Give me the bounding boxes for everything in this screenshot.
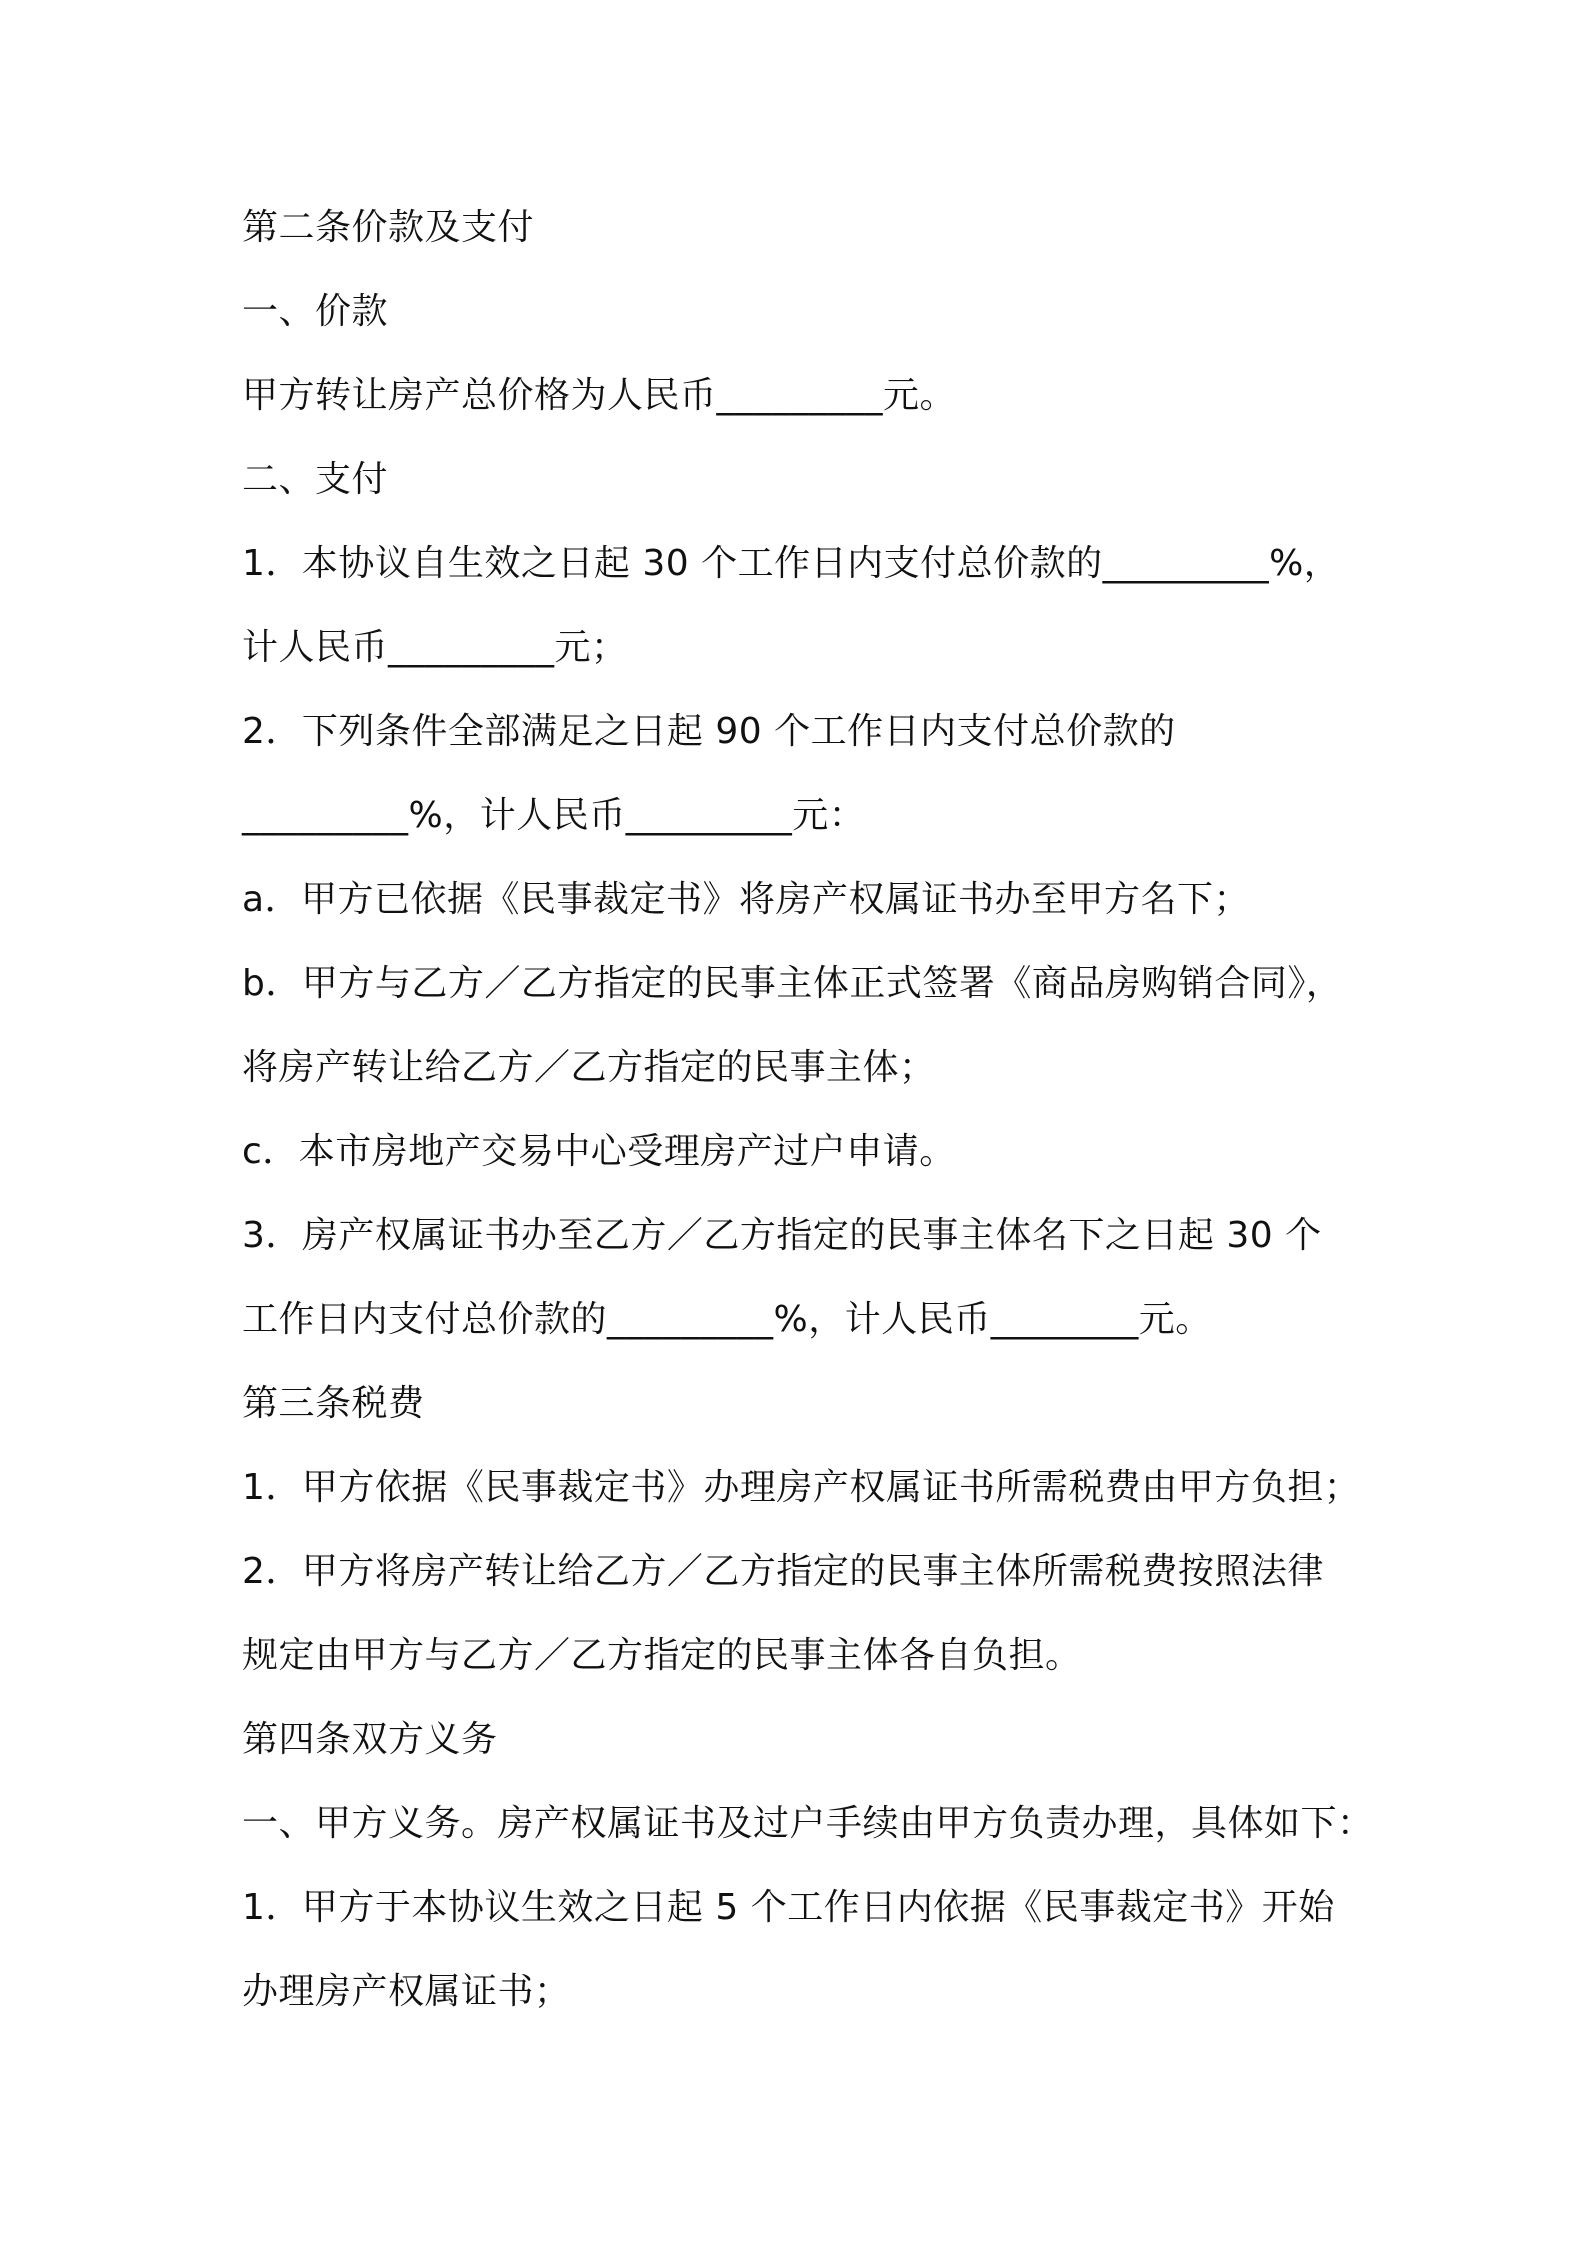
condition-b: b．甲方与乙方／乙方指定的民事主体正式签署《商品房购销合同》， <box>242 963 1343 1004</box>
payment-item-3-cont: 工作日内支付总价款的_________%，计人民币________元。 <box>242 1299 1212 1340</box>
article-4-heading: 第四条双方义务 <box>242 1719 498 1760</box>
article-3-heading: 第三条税费 <box>242 1383 425 1424</box>
party-a-obligations: 一、甲方义务。房产权属证书及过户手续由甲方负责办理，具体如下： <box>242 1803 1374 1844</box>
tax-item-2-cont: 规定由甲方与乙方／乙方指定的民事主体各自负担。 <box>242 1635 1082 1676</box>
payment-item-2-cont: _________%，计人民币_________元： <box>242 795 866 836</box>
obligation-item-1-cont: 办理房产权属证书； <box>242 1971 571 2012</box>
tax-item-1: 1．甲方依据《民事裁定书》办理房产权属证书所需税费由甲方负担； <box>242 1467 1361 1508</box>
payment-item-3: 3．房产权属证书办至乙方／乙方指定的民事主体名下之日起 30 个 <box>242 1215 1322 1256</box>
payment-item-2: 2．下列条件全部满足之日起 90 个工作日内支付总价款的 <box>242 711 1176 752</box>
total-price-clause: 甲方转让房产总价格为人民币_________元。 <box>242 375 957 416</box>
condition-c: c．本市房地产交易中心受理房产过户申请。 <box>242 1131 956 1172</box>
payment-item-1: 1．本协议自生效之日起 30 个工作日内支付总价款的_________%， <box>242 543 1341 584</box>
condition-a: a．甲方已依据《民事裁定书》将房产权属证书办至甲方名下； <box>242 879 1251 920</box>
payment-item-1-cont: 计人民币_________元； <box>242 627 628 668</box>
section-price-heading: 一、价款 <box>242 291 389 332</box>
tax-item-2: 2．甲方将房产转让给乙方／乙方指定的民事主体所需税费按照法律 <box>242 1551 1324 1592</box>
section-payment-heading: 二、支付 <box>242 459 389 500</box>
article-2-heading: 第二条价款及支付 <box>242 207 535 248</box>
obligation-item-1: 1．甲方于本协议生效之日起 5 个工作日内依据《民事裁定书》开始 <box>242 1887 1335 1928</box>
condition-b-cont: 将房产转让给乙方／乙方指定的民事主体； <box>242 1047 936 1088</box>
